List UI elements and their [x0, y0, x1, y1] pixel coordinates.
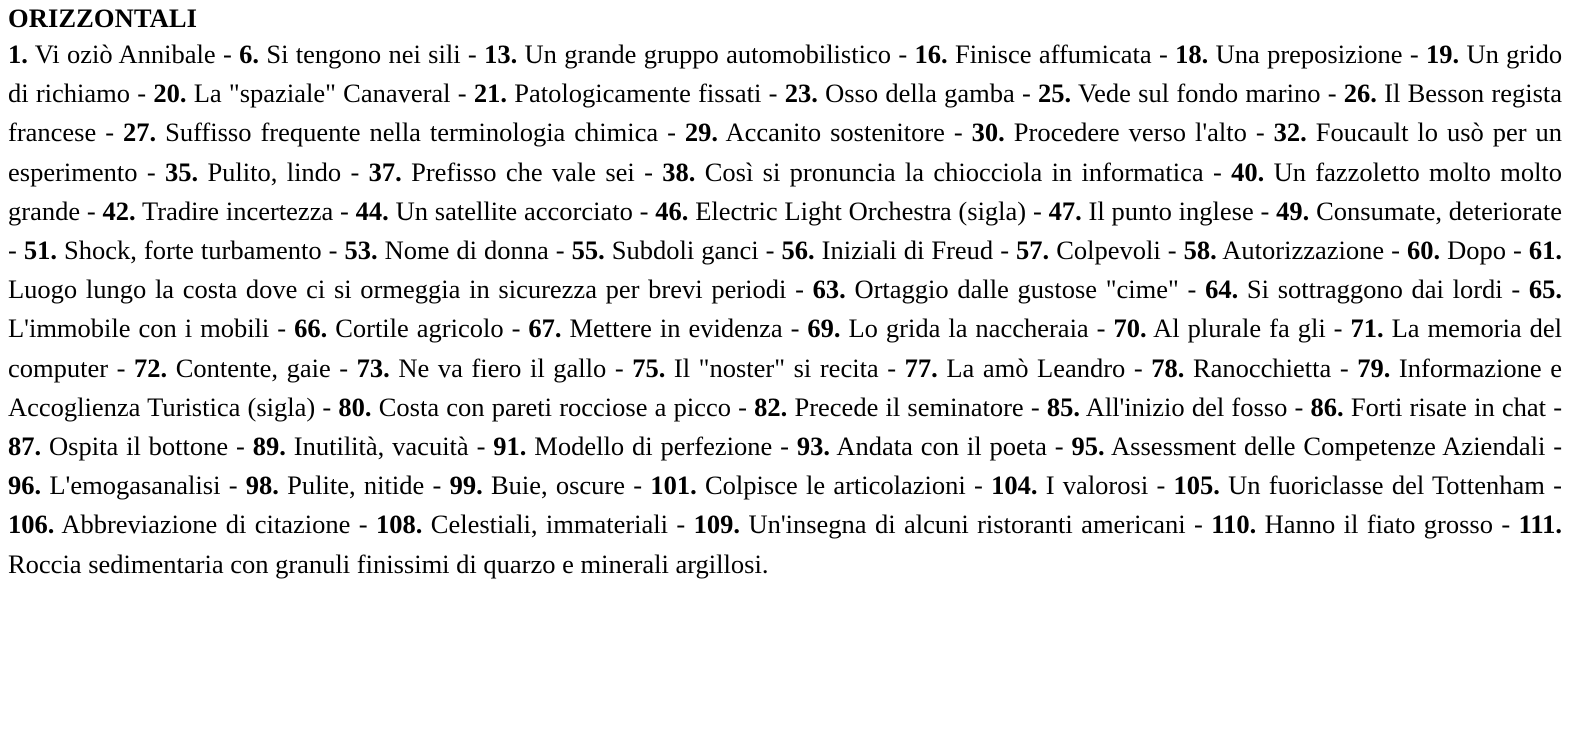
clue-number: 80.	[338, 391, 372, 422]
clue-text: Vede sul fondo marino	[1077, 78, 1321, 109]
clue-text: Al plurale fa gli	[1153, 313, 1326, 344]
clue-text: Un fuoriclasse del Tottenham	[1228, 470, 1545, 501]
clue-number: 109.	[693, 509, 741, 540]
clue-text: Un fazzoletto molto molto grande	[8, 156, 1563, 226]
clue-number: 13.	[484, 39, 518, 69]
clue-text: Andata con il poeta	[836, 431, 1047, 462]
clue-number: 110.	[1211, 509, 1257, 540]
clue-text: Un grande gruppo automobilistico	[524, 39, 891, 69]
clue-text: Ranocchietta	[1192, 352, 1332, 383]
clue-number: 32.	[1273, 117, 1307, 148]
clue-number: 40.	[1231, 156, 1265, 187]
clue-number: 38.	[662, 156, 696, 187]
clue-number: 42.	[102, 195, 136, 226]
clue-text: Il punto inglese	[1088, 195, 1254, 226]
clue-number: 44.	[355, 195, 389, 226]
clue-text: Cortile agricolo	[335, 313, 504, 344]
clue-text: Informazione e Accoglienza Turistica (sigla)	[8, 352, 1562, 422]
clue-text: Iniziali di Freud	[821, 235, 994, 266]
clue-number: 86.	[1310, 391, 1344, 422]
clue-number: 37.	[368, 156, 402, 187]
clue-number: 49.	[1276, 195, 1310, 226]
clue-text: Suffisso frequente nella terminologia chimica	[165, 117, 659, 148]
clue-number: 71.	[1350, 313, 1384, 344]
section-heading: ORIZZONTALI	[8, 3, 198, 33]
clue-text: Subdoli ganci	[611, 235, 759, 266]
clue-number: 30.	[971, 117, 1005, 148]
clue-number: 93.	[796, 431, 830, 462]
clue-text: L'immobile con i mobili	[8, 313, 270, 344]
clue-text: Una preposizione	[1215, 39, 1403, 69]
clue-number: 20.	[153, 78, 187, 109]
clue-text: Foucault lo usò per un esperimento	[8, 117, 1563, 187]
clue-text: Precede il seminatore	[794, 391, 1024, 422]
clue-text: Costa con pareti rocciose a picco	[378, 391, 731, 422]
clue-text: Mettere in evidenza	[569, 313, 783, 344]
clue-number: 46.	[655, 195, 689, 226]
clue-text: Ospita il bottone	[49, 431, 229, 462]
clue-text: Pulito, lindo	[207, 156, 342, 187]
clue-number: 82.	[754, 391, 788, 422]
clue-number: 108.	[375, 509, 423, 540]
clue-text: Un satellite accorciato	[395, 195, 633, 226]
clue-text: Buie, oscure	[490, 470, 626, 501]
clue-text: La amò Leandro	[946, 352, 1126, 383]
clue-text: Un'insegna di alcuni ristoranti americani	[748, 509, 1186, 540]
clue-number: 96.	[8, 470, 42, 501]
clue-text: Un grido di richiamo	[8, 39, 1563, 109]
clue-text: L'emogasanalisi	[49, 470, 221, 501]
clue-number: 105.	[1173, 470, 1220, 501]
clue-text: Procedere verso l'alto	[1013, 117, 1247, 148]
clue-number: 60.	[1407, 235, 1441, 266]
clue-text: Shock, forte turbamento	[63, 235, 322, 266]
clue-number: 73.	[356, 352, 390, 383]
clue-number: 87.	[8, 431, 42, 462]
clue-text: Il Besson regista francese	[8, 78, 1563, 148]
clue-number: 98.	[245, 470, 279, 501]
clue-text: I valorosi	[1045, 470, 1149, 501]
clue-text: Si sottraggono dai lordi	[1246, 274, 1503, 305]
clue-number: 72.	[134, 352, 168, 383]
clue-number: 29.	[684, 117, 718, 148]
clue-number: 67.	[528, 313, 562, 344]
clue-text: Roccia sedimentaria con granuli finissimi di quarzo e minerali argillosi.	[8, 548, 769, 579]
clue-text: Inutilità, vacuità	[293, 431, 469, 462]
clue-number: 95.	[1071, 431, 1105, 462]
clue-text: Celestiali, immateriali	[430, 509, 669, 540]
clue-number: 79.	[1357, 352, 1391, 383]
clue-number: 70.	[1113, 313, 1147, 344]
clue-text: Ne va fiero il gallo	[398, 352, 607, 383]
clue-text: Osso della gamba	[825, 78, 1015, 109]
clue-number: 101.	[650, 470, 697, 501]
clue-number: 1.	[8, 39, 28, 69]
clue-text: Colpevoli	[1056, 235, 1161, 266]
clue-number: 18.	[1175, 39, 1209, 69]
clue-number: 56.	[781, 235, 815, 266]
clue-text: Tradire incertezza	[142, 195, 334, 226]
clue-number: 27.	[123, 117, 157, 148]
clue-number: 25.	[1038, 78, 1072, 109]
clue-number: 6.	[239, 39, 259, 69]
clue-number: 89.	[252, 431, 286, 462]
clue-text: La memoria del computer	[8, 313, 1563, 383]
clue-text: La "spaziale" Canaveral	[193, 78, 451, 109]
clue-text: Consumate, deteriorate	[1316, 195, 1563, 226]
clue-number: 111.	[1518, 509, 1563, 540]
clue-number: 63.	[812, 274, 846, 305]
clue-text: Hanno il fiato grosso	[1264, 509, 1493, 540]
clue-number: 69.	[807, 313, 841, 344]
clue-number: 61.	[1528, 235, 1563, 266]
clue-number: 75.	[632, 352, 666, 383]
clue-text: Si tengono nei sili	[266, 39, 461, 69]
clue-text: Assessment delle Competenze Aziendali	[1111, 431, 1546, 462]
clue-number: 91.	[493, 431, 527, 462]
clue-text: All'inizio del fosso	[1085, 391, 1288, 422]
clue-text: Contente, gaie	[175, 352, 331, 383]
clue-text: Patologicamente fissati	[514, 78, 762, 109]
clue-number: 23.	[784, 78, 818, 109]
clue-text: Colpisce le articolazioni	[704, 470, 966, 501]
clue-text: Autorizzazione	[1222, 235, 1385, 266]
clue-number: 55.	[571, 235, 605, 266]
clue-text: Pulite, nitide	[287, 470, 425, 501]
clue-number: 66.	[294, 313, 328, 344]
clue-number: 106.	[8, 509, 55, 540]
clue-number: 35.	[164, 156, 199, 187]
clue-number: 99.	[449, 470, 483, 501]
clue-number: 53.	[344, 235, 378, 266]
clue-number: 77.	[904, 352, 938, 383]
clue-number: 26.	[1343, 78, 1377, 109]
clue-text: Modello di perfezione	[534, 431, 773, 462]
clue-number: 58.	[1183, 235, 1217, 266]
clue-text: Luogo lungo la costa dove ci si ormeggia in sicurezza per brevi periodi	[8, 274, 787, 305]
clue-number: 47.	[1048, 195, 1082, 226]
clue-number: 57.	[1016, 235, 1050, 266]
clue-text: Forti risate in chat	[1350, 391, 1547, 422]
clue-text: Nome di donna	[384, 235, 549, 266]
clue-text: Lo grida la naccheraia	[848, 313, 1089, 344]
clue-text: Finisce affumicata	[954, 39, 1152, 69]
clue-number: 85.	[1046, 391, 1080, 422]
clue-text: Prefisso che vale sei	[411, 156, 635, 187]
clue-number: 19.	[1426, 39, 1460, 69]
clue-text: Dopo	[1447, 235, 1507, 266]
clue-text: Accanito sostenitore	[725, 117, 945, 148]
clue-text: Ortaggio dalle gustose "cime"	[854, 274, 1179, 305]
clue-text: Il "noster" si recita	[673, 352, 879, 383]
clue-paragraph: 1. Vi oziò Annibale - 6. Si tengono nei sili - 13. Un grande gruppo automobilistico - 16. Finisce affumicata - 18. Una preposizione - 19. Un grido di richiamo - 20. La "spaziale" Canaveral - 21. Patologicamente fissati - 23. Osso della gamba - 25. Vede sul fondo marino - 26. Il Besson regista francese - 27. Suffisso frequente nella terminologia chimica - 29. Accanito sostenitore - 30. Procedere verso l'alto - 32. Foucault lo usò per un esperimento - 35. Pulito, lindo - 37. Prefisso che vale sei - 38. Così si pronuncia la chiocciola in informatica - 40. Un fazzoletto molto molto grande - 42. Tradire incertezza - 44. Un satellite accorciato - 46. Electric Light Orchestra (sigla) - 47. Il punto inglese - 49. Consumate, deteriorate - 51. Shock, forte turbamento - 53. Nome di donna - 55. Subdoli ganci - 56. Iniziali di Freud - 57. Colpevoli - 58. Autorizzazione - 60. Dopo - 61. Luogo lungo la costa dove ci si ormeggia in sicurezza per brevi periodi - 63. Ortaggio dalle gustose "cime" - 64. Si sottraggono dai lordi - 65. L'immobile con i mobili - 66. Cortile agricolo - 67. Mettere in evidenza - 69. Lo grida la naccheraia - 70. Al plurale fa gli - 71. La memoria del computer - 72. Contente, gaie - 73. Ne va fiero il gallo - 75. Il "noster" si recita - 77. La amò Leandro - 78. Ranocchietta - 79. Informazione e Accoglienza Turistica (sigla) - 80. Costa con pareti rocciose a picco - 82. Precede il seminatore - 85. All'inizio del fosso - 86. Forti risate in chat - 87. Ospita il bottone - 89. Inutilità, vacuità - 91. Modello di perfezione - 93. Andata con il poeta - 95. Assessment delle Competenze Aziendali - 96. L'emogasanalisi - 98. Pulite, nitide - 99. Buie, oscure - 101. Colpisce le articolazioni - 104. I valorosi - 105. Un fuoriclasse del Tottenham - 106. Abbreviazione di citazione - 108. Celestiali, immateriali - 109. Un'insegna di alcuni ristoranti americani - 110. Hanno il fiato grosso - 111. Roccia sedimentaria con granuli finissimi di quarzo e minerali argillosi.	[8, 39, 1563, 579]
clue-text: Electric Light Orchestra (sigla)	[695, 195, 1027, 226]
clue-number: 78.	[1151, 352, 1185, 383]
clue-number: 65.	[1528, 274, 1562, 305]
clue-number: 16.	[914, 39, 948, 69]
clue-number: 21.	[473, 78, 507, 109]
clue-number: 51.	[23, 235, 57, 266]
clue-number: 64.	[1205, 274, 1239, 305]
clue-number: 104.	[991, 470, 1038, 501]
clue-text: Vi oziò Annibale	[34, 39, 216, 69]
clue-text: Abbreviazione di citazione	[61, 509, 351, 540]
clue-text: Così si pronuncia la chiocciola in informatica	[704, 156, 1204, 187]
